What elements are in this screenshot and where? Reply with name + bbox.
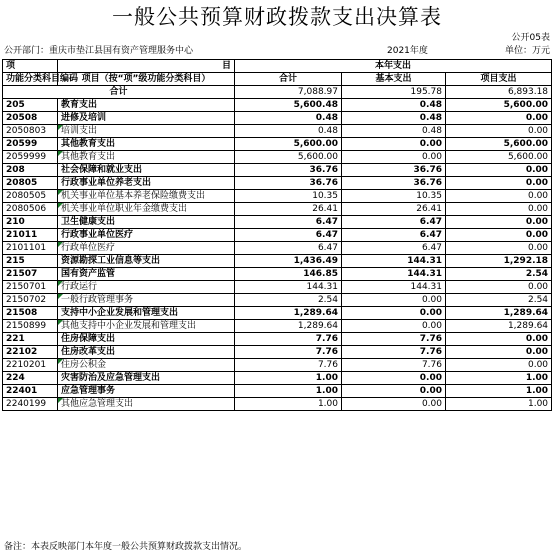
row-basic: 7.76 (342, 346, 446, 359)
row-basic: 0.00 (342, 398, 446, 411)
row-basic: 7.76 (342, 359, 446, 372)
row-total: 7.76 (235, 333, 342, 346)
row-name: 住房保障支出 (58, 333, 235, 346)
row-total: 10.35 (235, 190, 342, 203)
row-project: 0.00 (446, 346, 552, 359)
row-project: 1,292.18 (446, 255, 552, 268)
row-basic: 0.48 (342, 112, 446, 125)
table-row (3, 203, 552, 216)
row-project: 5,600.00 (446, 151, 552, 164)
row-code: 20805 (3, 177, 58, 190)
cell-comment-marker (58, 359, 63, 364)
row-name: 其他支持中小企业发展和管理支出 (58, 320, 235, 333)
row-total: 5,600.00 (235, 138, 342, 151)
row-code: 2150899 (3, 320, 58, 333)
row-name: 其他教育支出 (58, 138, 235, 151)
cell-comment-marker (58, 320, 63, 325)
row-code: 20508 (3, 112, 58, 125)
table-row (3, 346, 552, 359)
row-project: 0.00 (446, 125, 552, 138)
row-name: 资源勘探工业信息等支出 (58, 255, 235, 268)
header-current-year: 本年支出 (235, 60, 552, 73)
row-code: 224 (3, 372, 58, 385)
cell-comment-marker (58, 151, 63, 156)
row-total: 7.76 (235, 346, 342, 359)
row-code: 22102 (3, 346, 58, 359)
header-code: 功能分类科目编码 (3, 73, 58, 86)
expenditure-table (2, 59, 552, 411)
row-code: 21507 (3, 268, 58, 281)
row-total: 144.31 (235, 281, 342, 294)
row-total: 7.76 (235, 359, 342, 372)
row-project: 1,289.64 (446, 307, 552, 320)
row-name: 社会保障和就业支出 (58, 164, 235, 177)
table-row (3, 281, 552, 294)
row-name: 教育支出 (58, 99, 235, 112)
row-total: 1.00 (235, 385, 342, 398)
row-basic: 36.76 (342, 177, 446, 190)
row-code: 2101101 (3, 242, 58, 255)
table-row (3, 190, 552, 203)
row-project: 5,600.00 (446, 138, 552, 151)
fiscal-year: 2021年度 (387, 46, 428, 56)
row-total: 1.00 (235, 372, 342, 385)
row-code: 2240199 (3, 398, 58, 411)
row-code: 2210201 (3, 359, 58, 372)
row-total: 1.00 (235, 398, 342, 411)
row-code: 2059999 (3, 151, 58, 164)
cell-comment-marker (58, 398, 63, 403)
row-total: 1,289.64 (235, 307, 342, 320)
row-name: 住房公积金 (58, 359, 235, 372)
row-basic: 7.76 (342, 333, 446, 346)
header-name: 项目（按“项”级功能分类科目） (58, 73, 235, 86)
row-basic: 0.00 (342, 138, 446, 151)
cell-comment-marker (58, 242, 63, 247)
row-name: 支持中小企业发展和管理支出 (58, 307, 235, 320)
row-basic: 144.31 (342, 255, 446, 268)
table-row (3, 320, 552, 333)
row-name: 应急管理事务 (58, 385, 235, 398)
header-item: 项 (3, 60, 58, 73)
table-row (3, 268, 552, 281)
table-row (3, 229, 552, 242)
row-name: 卫生健康支出 (58, 216, 235, 229)
row-code: 208 (3, 164, 58, 177)
header-mu: 目 (58, 60, 235, 73)
cell-comment-marker (58, 203, 63, 208)
row-basic: 0.48 (342, 99, 446, 112)
row-name: 机关事业单位基本养老保险缴费支出 (58, 190, 235, 203)
row-total: 1,289.64 (235, 320, 342, 333)
row-project: 0.00 (446, 281, 552, 294)
row-project: 1.00 (446, 398, 552, 411)
row-code: 215 (3, 255, 58, 268)
total-project: 6,893.18 (446, 86, 552, 99)
header-total: 合计 (235, 73, 342, 86)
header-basic: 基本支出 (342, 73, 446, 86)
row-name: 一般行政管理事务 (58, 294, 235, 307)
row-basic: 0.00 (342, 151, 446, 164)
row-code: 221 (3, 333, 58, 346)
table-row (3, 164, 552, 177)
row-basic: 0.00 (342, 320, 446, 333)
row-project: 0.00 (446, 359, 552, 372)
cell-comment-marker (58, 281, 63, 286)
row-project: 0.00 (446, 229, 552, 242)
row-basic: 10.35 (342, 190, 446, 203)
row-code: 20599 (3, 138, 58, 151)
row-total: 5,600.48 (235, 99, 342, 112)
table-row (3, 255, 552, 268)
row-basic: 0.48 (342, 125, 446, 138)
row-project: 1.00 (446, 372, 552, 385)
table-row (3, 112, 552, 125)
row-total: 1,436.49 (235, 255, 342, 268)
header-project: 项目支出 (446, 73, 552, 86)
table-row (3, 359, 552, 372)
footnote: 备注：本表反映部门本年度一般公共预算财政拨款支出情况。 (4, 542, 248, 552)
table-row (3, 177, 552, 190)
row-total: 36.76 (235, 164, 342, 177)
table-row (3, 372, 552, 385)
row-total: 26.41 (235, 203, 342, 216)
total-basic: 195.78 (342, 86, 446, 99)
row-name: 进修及培训 (58, 112, 235, 125)
row-code: 22401 (3, 385, 58, 398)
row-basic: 144.31 (342, 268, 446, 281)
row-basic: 26.41 (342, 203, 446, 216)
row-name: 住房改革支出 (58, 346, 235, 359)
table-row (3, 294, 552, 307)
row-basic: 6.47 (342, 216, 446, 229)
row-name: 行政运行 (58, 281, 235, 294)
row-code: 21011 (3, 229, 58, 242)
department-label: 公开部门：重庆市垫江县国有资产管理服务中心 (4, 46, 194, 56)
row-project: 0.00 (446, 242, 552, 255)
row-code: 2050803 (3, 125, 58, 138)
row-name: 其他应急管理支出 (58, 398, 235, 411)
table-row (3, 307, 552, 320)
row-name: 灾害防治及应急管理支出 (58, 372, 235, 385)
total-label: 合计 (3, 86, 235, 99)
cell-comment-marker (58, 125, 63, 130)
row-basic: 36.76 (342, 164, 446, 177)
row-total: 0.48 (235, 125, 342, 138)
row-project: 1.00 (446, 385, 552, 398)
row-code: 2080506 (3, 203, 58, 216)
report-title: 一般公共预算财政拨款支出决算表 (112, 5, 442, 29)
cell-comment-marker (58, 190, 63, 195)
row-name: 机关事业单位职业年金缴费支出 (58, 203, 235, 216)
row-name: 其他教育支出 (58, 151, 235, 164)
row-name: 行政单位医疗 (58, 242, 235, 255)
table-row (3, 242, 552, 255)
row-code: 2150702 (3, 294, 58, 307)
row-project: 0.00 (446, 190, 552, 203)
row-total: 6.47 (235, 216, 342, 229)
row-basic: 0.00 (342, 307, 446, 320)
row-project: 2.54 (446, 268, 552, 281)
row-name: 行政事业单位养老支出 (58, 177, 235, 190)
header-row-1 (3, 60, 552, 73)
table-row (3, 216, 552, 229)
row-total: 2.54 (235, 294, 342, 307)
row-project: 2.54 (446, 294, 552, 307)
table-row (3, 385, 552, 398)
table-row (3, 333, 552, 346)
row-basic: 0.00 (342, 294, 446, 307)
row-basic: 0.00 (342, 372, 446, 385)
table-row (3, 151, 552, 164)
row-project: 0.00 (446, 216, 552, 229)
row-project: 1,289.64 (446, 320, 552, 333)
unit-label: 单位：万元 (504, 46, 550, 56)
table-row (3, 398, 552, 411)
row-name: 培训支出 (58, 125, 235, 138)
row-code: 210 (3, 216, 58, 229)
row-basic: 6.47 (342, 242, 446, 255)
table-row (3, 99, 552, 112)
row-total: 36.76 (235, 177, 342, 190)
table-row (3, 125, 552, 138)
row-code: 21508 (3, 307, 58, 320)
row-project: 5,600.00 (446, 99, 552, 112)
row-name: 国有资产监管 (58, 268, 235, 281)
header-row-2 (3, 73, 552, 86)
row-code: 2150701 (3, 281, 58, 294)
row-project: 0.00 (446, 333, 552, 346)
cell-comment-marker (58, 294, 63, 299)
row-basic: 6.47 (342, 229, 446, 242)
row-name: 行政事业单位医疗 (58, 229, 235, 242)
row-project: 0.00 (446, 164, 552, 177)
row-project: 0.00 (446, 203, 552, 216)
row-basic: 0.00 (342, 385, 446, 398)
row-basic: 144.31 (342, 281, 446, 294)
total-row (3, 86, 552, 99)
row-total: 6.47 (235, 229, 342, 242)
table-row (3, 138, 552, 151)
row-project: 0.00 (446, 177, 552, 190)
report-meta (0, 45, 554, 58)
row-code: 2080505 (3, 190, 58, 203)
row-project: 0.00 (446, 112, 552, 125)
row-total: 146.85 (235, 268, 342, 281)
row-code: 205 (3, 99, 58, 112)
row-total: 0.48 (235, 112, 342, 125)
form-number: 公开05表 (511, 33, 550, 43)
total-amount: 7,088.97 (235, 86, 342, 99)
row-total: 6.47 (235, 242, 342, 255)
row-total: 5,600.00 (235, 151, 342, 164)
